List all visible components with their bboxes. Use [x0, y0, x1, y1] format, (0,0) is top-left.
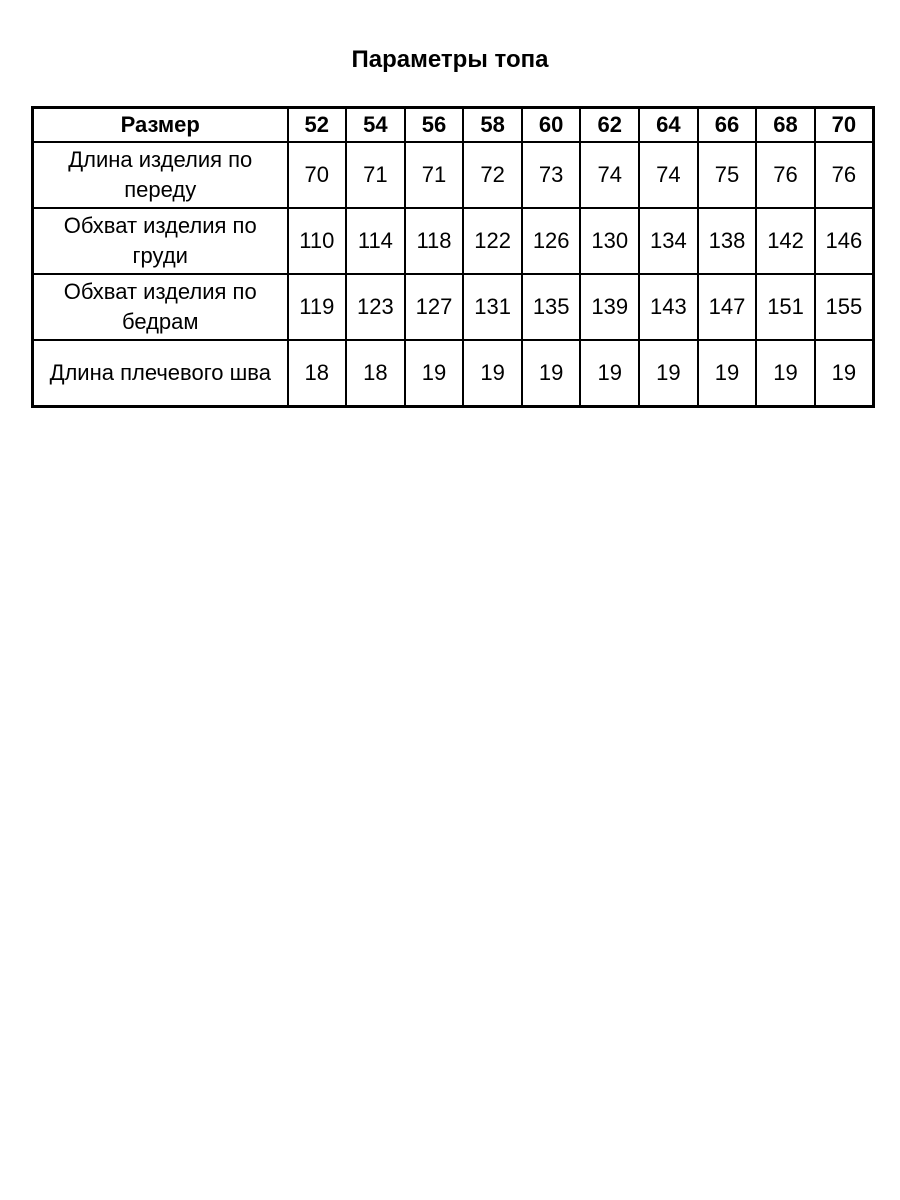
size-header: 60 — [522, 108, 581, 143]
table-cell: 142 — [756, 208, 815, 274]
size-table — [31, 106, 875, 408]
table-cell: 19 — [815, 340, 874, 407]
table-cell: 74 — [580, 142, 639, 208]
table-cell: 70 — [288, 142, 347, 208]
table-cell: 127 — [405, 274, 464, 340]
table-cell: 114 — [346, 208, 405, 274]
table-cell: 72 — [463, 142, 522, 208]
table-cell: 76 — [815, 142, 874, 208]
table-cell: 73 — [522, 142, 581, 208]
table-row — [33, 208, 874, 274]
size-header: 52 — [288, 108, 347, 143]
table-cell: 122 — [463, 208, 522, 274]
table-cell: 147 — [698, 274, 757, 340]
table-cell: 146 — [815, 208, 874, 274]
table-cell: 118 — [405, 208, 464, 274]
table-cell: 74 — [639, 142, 698, 208]
size-header: 56 — [405, 108, 464, 143]
size-header: 64 — [639, 108, 698, 143]
table-cell: 143 — [639, 274, 698, 340]
page-title: Параметры топа — [351, 46, 549, 73]
size-header: 58 — [463, 108, 522, 143]
table-header-row — [33, 108, 874, 143]
row-label: Длина плечевого шва — [33, 340, 288, 407]
size-header: 54 — [346, 108, 405, 143]
table-cell: 19 — [756, 340, 815, 407]
size-header: 68 — [756, 108, 815, 143]
table-cell: 19 — [463, 340, 522, 407]
table-cell: 19 — [698, 340, 757, 407]
table-row — [33, 340, 874, 407]
table-cell: 123 — [346, 274, 405, 340]
table-cell: 135 — [522, 274, 581, 340]
table-cell: 19 — [639, 340, 698, 407]
table-cell: 71 — [346, 142, 405, 208]
table-cell: 19 — [580, 340, 639, 407]
table-cell: 138 — [698, 208, 757, 274]
row-label: Длина изделия по переду — [33, 142, 288, 208]
table-cell: 18 — [288, 340, 347, 407]
header-label: Размер — [33, 108, 288, 143]
table-cell: 19 — [522, 340, 581, 407]
size-header: 70 — [815, 108, 874, 143]
table-row — [33, 142, 874, 208]
table-cell: 126 — [522, 208, 581, 274]
row-label: Обхват изделия по груди — [33, 208, 288, 274]
table-cell: 131 — [463, 274, 522, 340]
size-header: 62 — [580, 108, 639, 143]
table-cell: 76 — [756, 142, 815, 208]
table-cell: 151 — [756, 274, 815, 340]
table-cell: 18 — [346, 340, 405, 407]
table-cell: 119 — [288, 274, 347, 340]
size-header: 66 — [698, 108, 757, 143]
table-cell: 130 — [580, 208, 639, 274]
table-cell: 155 — [815, 274, 874, 340]
table-cell: 110 — [288, 208, 347, 274]
table-cell: 71 — [405, 142, 464, 208]
row-label: Обхват изделия по бедрам — [33, 274, 288, 340]
table-cell: 134 — [639, 208, 698, 274]
table-cell: 75 — [698, 142, 757, 208]
table-cell: 19 — [405, 340, 464, 407]
table-cell: 139 — [580, 274, 639, 340]
table-row — [33, 274, 874, 340]
